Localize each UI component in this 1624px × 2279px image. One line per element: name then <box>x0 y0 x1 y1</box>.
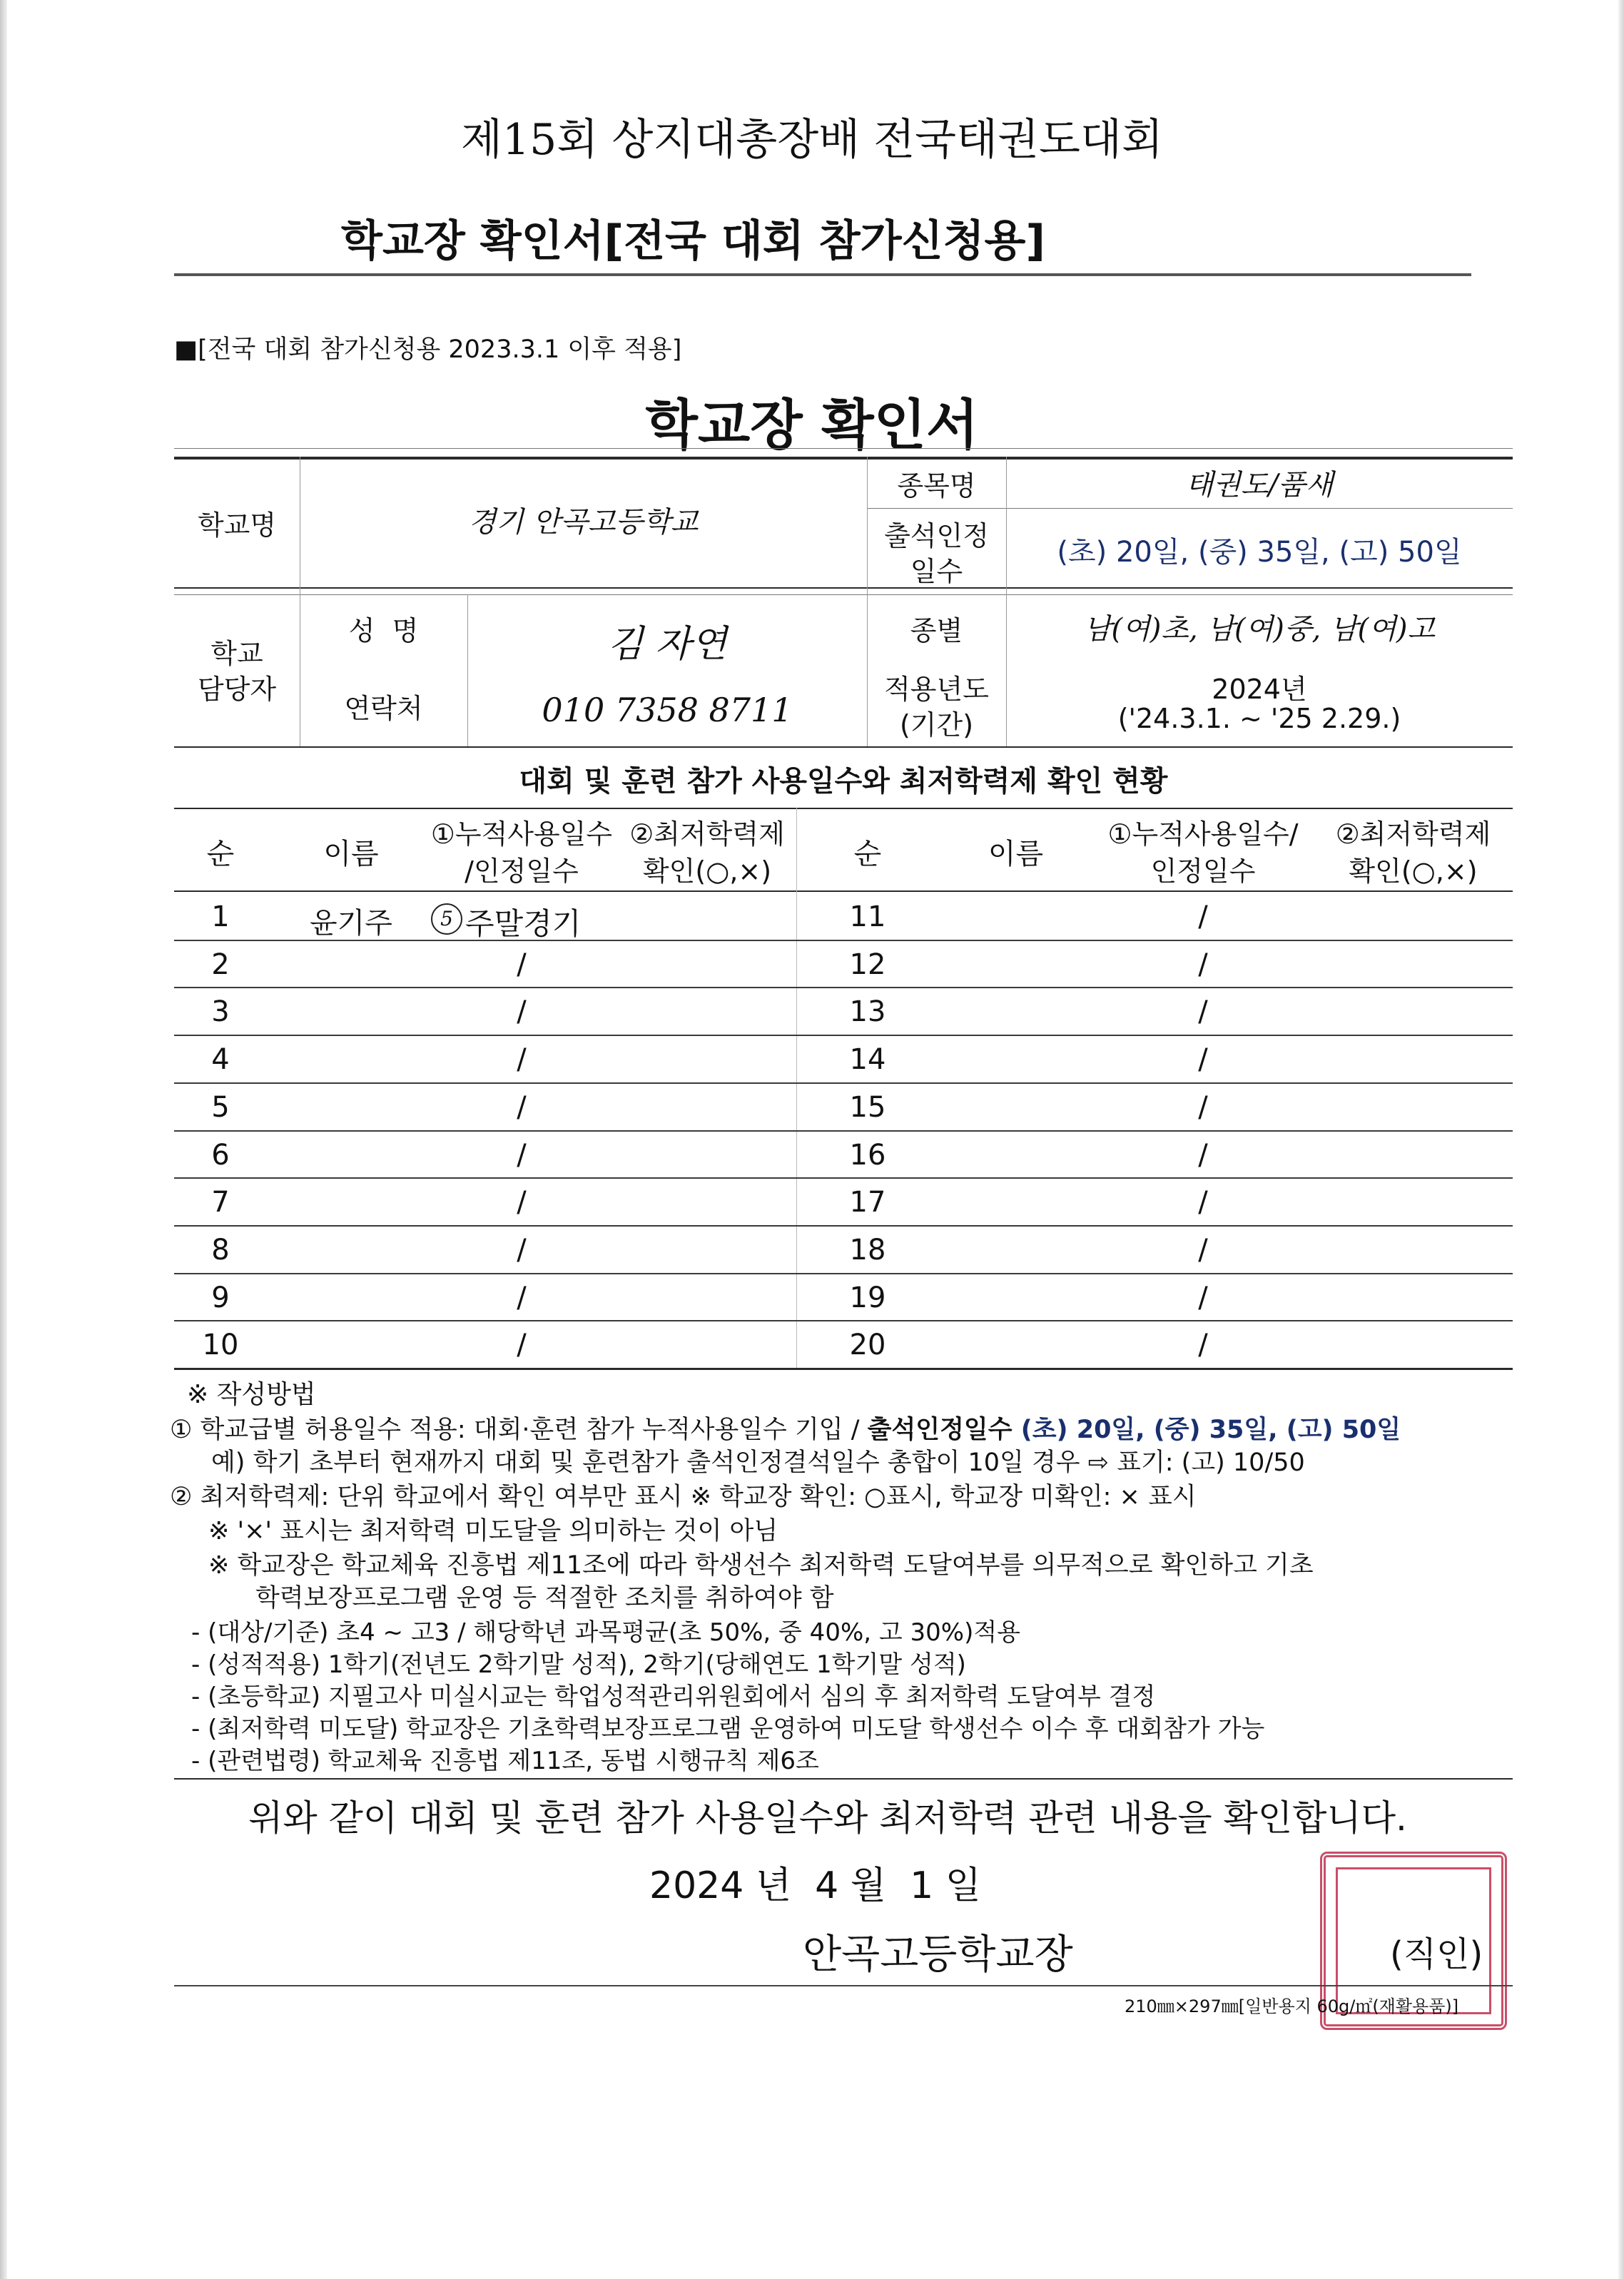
days-used: / <box>1198 1043 1208 1076</box>
col-header-num: 순 <box>206 838 235 871</box>
paper-size-note: 210㎜×297㎜[일반용지 60g/㎡(재활용품)] <box>1125 1996 1459 2016</box>
days-used: / <box>517 1139 527 1172</box>
manager-label: 담당자 <box>197 674 277 705</box>
name-label: 성 명 <box>348 615 419 646</box>
rule <box>174 1778 1513 1780</box>
rule <box>174 890 1513 892</box>
confirm-text: 위와 같이 대회 및 훈련 참가 사용일수와 최저학력 관련 내용을 확인합니다. <box>248 1797 1407 1839</box>
days-used: / <box>1198 1329 1208 1361</box>
col-header-days: ①누적사용일수 <box>430 818 613 850</box>
row-divider <box>174 1035 1513 1036</box>
instruction-bullet: - (대상/기준) 초4 ~ 고3 / 해당학년 과목평균(초 50%, 중 40%, 고 30%)적용 <box>191 1618 1021 1647</box>
instruction-bullet: - (관련법령) 학교체육 진흥법 제11조, 동법 시행규칙 제6조 <box>191 1747 819 1775</box>
row-divider <box>174 1225 1513 1227</box>
instruction-text: ① 학교급별 허용일수 적용: 대회·훈련 참가 누적사용일수 기입 / <box>170 1416 868 1444</box>
row-number: 19 <box>849 1281 886 1314</box>
rule <box>174 746 1513 748</box>
col-header-name: 이름 <box>988 838 1044 871</box>
date-day-unit: 일 <box>945 1864 981 1907</box>
row-number: 11 <box>849 900 886 933</box>
days-used: / <box>1198 995 1208 1028</box>
event-title: 제15회 상지대총장배 전국태권도대회 <box>461 115 1163 165</box>
date-month-unit: 월 <box>850 1864 887 1907</box>
school-name-value: 경기 안곡고등학교 <box>468 506 699 539</box>
days-used: / <box>1198 1186 1208 1219</box>
days-used: / <box>517 1329 527 1361</box>
table-bottom-rule <box>174 1368 1513 1370</box>
col-header-grade: ②최저학력제 <box>1335 818 1491 850</box>
date-year: 2024 <box>649 1864 744 1907</box>
date-day: 1 <box>910 1864 934 1907</box>
instruction-note: 학력보장프로그램 운영 등 적절한 조치를 취하여야 함 <box>255 1584 834 1613</box>
col-header-grade: 확인(○,×) <box>642 856 772 887</box>
row-number: 4 <box>211 1043 230 1076</box>
row-number: 13 <box>849 995 886 1028</box>
days-used: / <box>1198 948 1208 981</box>
year-label: (기간) <box>899 709 974 741</box>
instructions-heading: ※ 작성방법 <box>187 1380 316 1409</box>
confirm-date <box>649 1855 981 1909</box>
row-number: 16 <box>849 1139 886 1172</box>
instruction-bullet: - (최저학력 미도달) 학교장은 기초학력보장프로그램 운영하여 미도달 학생선수 이수 후 대회참가 가능 <box>191 1715 1265 1743</box>
date-year-unit: 년 <box>755 1864 792 1907</box>
rule <box>174 448 1513 449</box>
circled-count: 5 <box>431 903 462 935</box>
gender-label: 종별 <box>910 615 963 646</box>
row-number: 12 <box>849 948 886 981</box>
days-used: / <box>517 948 527 981</box>
row-number: 5 <box>211 1091 230 1124</box>
rule <box>174 1985 1513 1986</box>
instruction-note: ※ '×' 표시는 최저학력 미도달을 의미하는 것이 아님 <box>208 1517 778 1545</box>
row-divider <box>174 1320 1513 1321</box>
school-name-label: 학교명 <box>197 509 277 541</box>
form-tag: ■[전국 대회 참가신청용 2023.3.1 이후 적용] <box>174 335 682 364</box>
table-section-title: 대회 및 훈련 참가 사용일수와 최저학력제 확인 현황 <box>519 765 1168 798</box>
days-used: / <box>1198 900 1208 933</box>
manager-name: 김 자연 <box>607 623 727 666</box>
instruction-allowance: (초) 20일, (중) 35일, (고) 50일 <box>1012 1416 1401 1444</box>
row-number: 14 <box>849 1043 886 1076</box>
year-label: 적용년도 <box>884 674 989 705</box>
col-header-grade: ②최저학력제 <box>629 818 785 850</box>
days-used: / <box>517 1091 527 1124</box>
row-number: 9 <box>211 1281 230 1314</box>
attendance-label: 일수 <box>910 556 963 587</box>
row-number: 6 <box>211 1139 230 1172</box>
year-value: 2024년 <box>1212 674 1307 705</box>
days-used: / <box>517 1234 527 1267</box>
rule <box>174 808 1513 809</box>
gender-value: 남(여)초, 남(여)중, 남(여)고 <box>1083 613 1436 646</box>
days-used: / <box>1198 1234 1208 1267</box>
student-name: 윤기주 <box>310 907 392 940</box>
days-used: / <box>517 1186 527 1219</box>
col-header-days: /인정일수 <box>465 856 579 887</box>
row-number: 20 <box>849 1329 886 1361</box>
instruction-bullet: - (초등학교) 지필고사 미실시교는 학업성적관리위원회에서 심의 후 최저학력 도달여부 결정 <box>191 1682 1156 1711</box>
form-heading: 학교장 확인서[전국 대회 참가신청용] <box>341 216 1045 266</box>
rule <box>174 594 1513 595</box>
main-title: 학교장 확인서 <box>645 393 979 457</box>
seal-label: (직인) <box>1390 1934 1483 1974</box>
event-label: 종목명 <box>897 470 976 502</box>
date-month: 4 <box>815 1864 839 1907</box>
col-header-name: 이름 <box>323 838 379 871</box>
days-used: 주말경기 <box>465 906 582 941</box>
attendance-value: (초) 20일, (중) 35일, (고) 50일 <box>1057 536 1462 569</box>
row-number: 18 <box>849 1234 886 1267</box>
row-divider <box>174 1177 1513 1179</box>
days-used: / <box>1198 1139 1208 1172</box>
row-number: 17 <box>849 1186 886 1219</box>
days-used: / <box>517 995 527 1028</box>
col-header-days: ①누적사용일수/ <box>1107 818 1299 850</box>
signer-title: 안곡고등학교장 <box>803 1932 1073 1978</box>
row-number: 15 <box>849 1091 886 1124</box>
instruction-item-1 <box>170 1410 1401 1446</box>
instruction-bullet: - (성적적용) 1학기(전년도 2학기말 성적), 2학기(당해연도 1학기말 성적) <box>191 1650 966 1679</box>
instruction-item-2: ② 최저학력제: 단위 학교에서 확인 여부만 표시 ※ 학교장 확인: ○표시, 학교장 미확인: × 표시 <box>170 1483 1197 1511</box>
attendance-label: 출석인정 <box>884 520 989 552</box>
row-divider <box>174 987 1513 988</box>
event-value: 태권도/품새 <box>1185 469 1334 502</box>
year-period: ('24.3.1. ~ '25 2.29.) <box>1117 703 1401 734</box>
instruction-bold: 출석인정일수 <box>867 1416 1013 1444</box>
row-number: 2 <box>211 948 230 981</box>
heading-rule <box>174 273 1471 276</box>
row-divider <box>174 1130 1513 1132</box>
col-header-days: 인정일수 <box>1150 856 1256 887</box>
row-divider <box>174 940 1513 941</box>
col-header-grade: 확인(○,×) <box>1349 856 1478 887</box>
row-number: 3 <box>211 995 230 1028</box>
manager-label: 학교 <box>210 638 263 669</box>
days-used: / <box>517 1043 527 1076</box>
contact-value: 010 7358 8711 <box>542 691 793 729</box>
contact-label: 연락처 <box>344 693 423 724</box>
col-header-num: 순 <box>853 838 882 871</box>
rule <box>867 508 1513 509</box>
rule <box>174 587 1513 589</box>
row-number: 7 <box>211 1186 230 1219</box>
days-used: / <box>1198 1091 1208 1124</box>
row-number: 1 <box>211 900 230 933</box>
row-number: 8 <box>211 1234 230 1267</box>
page-right-edge <box>1618 0 1624 2279</box>
row-divider <box>174 1273 1513 1274</box>
instruction-example: 예) 학기 초부터 현재까지 대회 및 훈련참가 출석인정결석일수 총합이 10일 경우 ⇨ 표기: (고) 10/50 <box>211 1448 1305 1477</box>
page-left-edge <box>0 0 7 2279</box>
rule <box>174 457 1513 460</box>
row-number: 10 <box>202 1329 239 1361</box>
row-divider <box>174 1082 1513 1084</box>
days-used: / <box>517 1281 527 1314</box>
instruction-note: ※ 학교장은 학교체육 진흥법 제11조에 따라 학생선수 최저학력 도달여부를 의무적으로 확인하고 기초 <box>208 1551 1314 1580</box>
days-used: / <box>1198 1281 1208 1314</box>
